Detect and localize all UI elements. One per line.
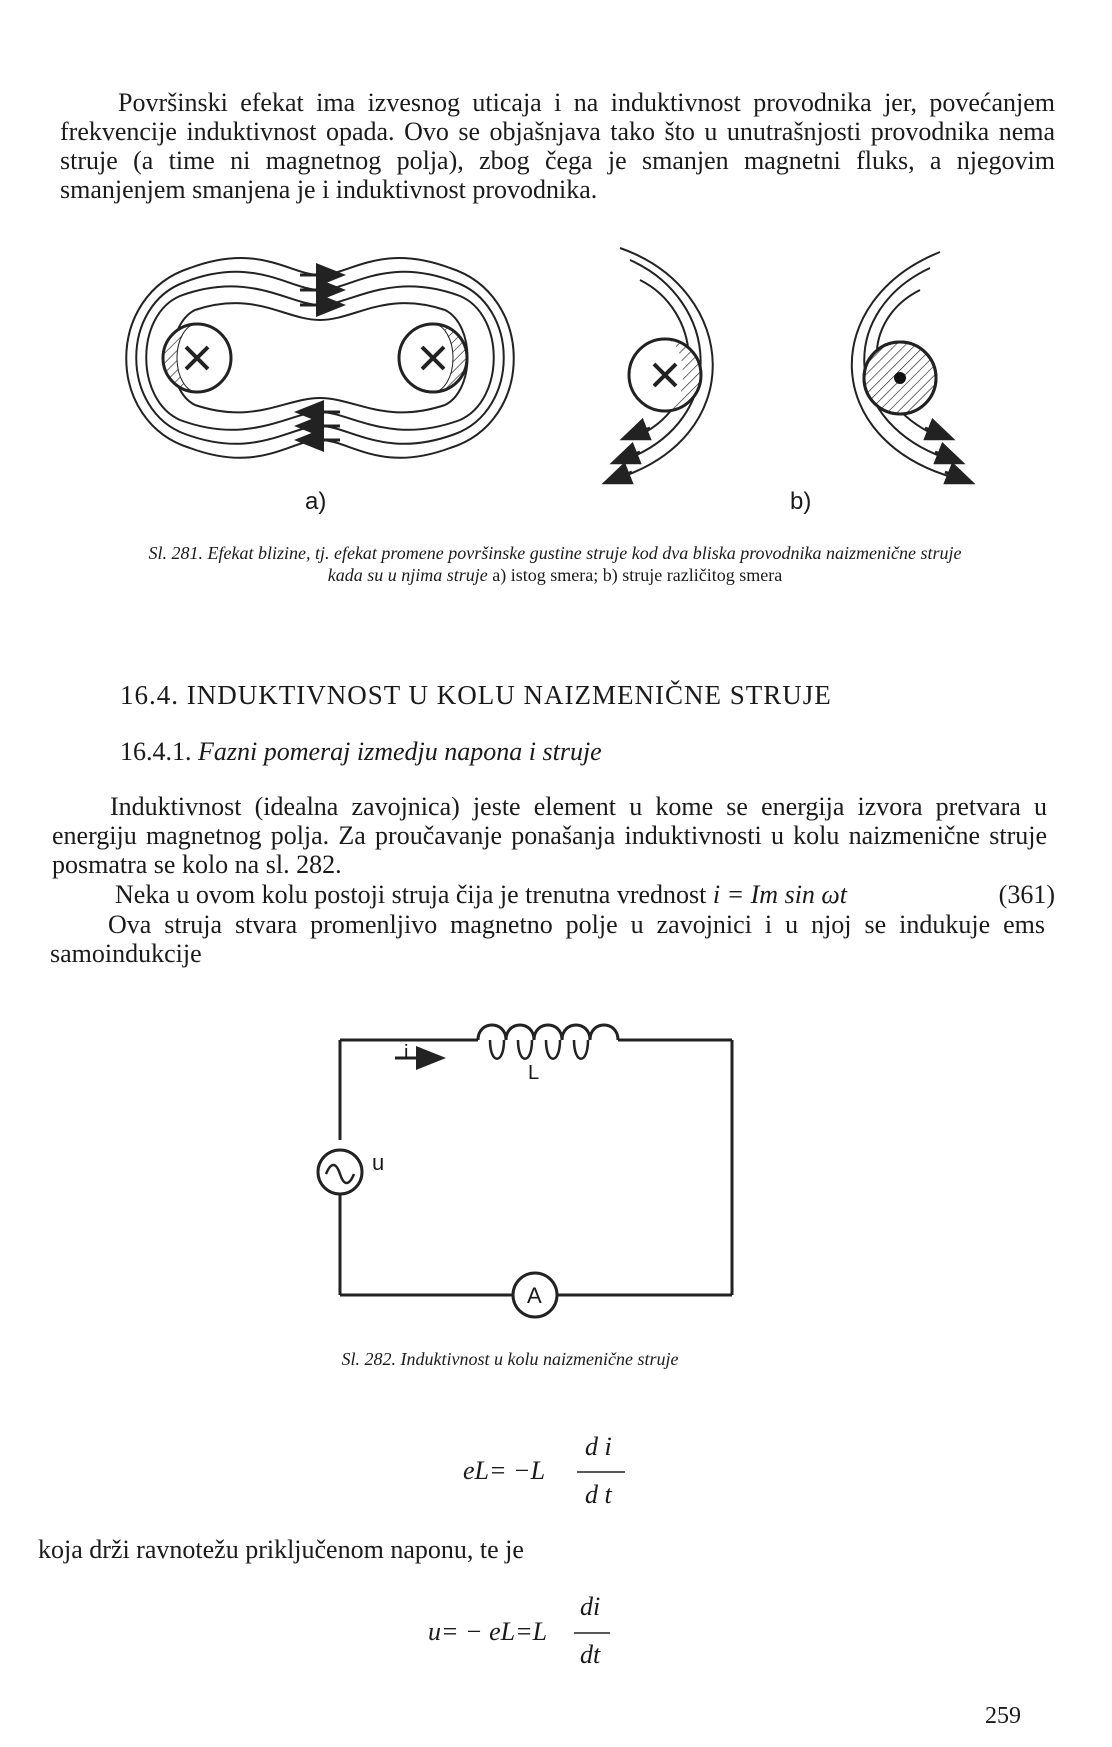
page-number: 259 (985, 1703, 1021, 1729)
figure-282-circuit-lower (0, 1090, 1112, 1330)
figure-282-caption: Sl. 282. Induktivnost u kolu naizmenične struje (341, 1349, 679, 1369)
equation-number-361: (361) (998, 880, 1055, 909)
equation1-numerator: d i (585, 1432, 612, 1461)
circuit-current-label: i (404, 1042, 409, 1064)
equation1-lhs: eL= −L (463, 1456, 546, 1485)
paragraph-inductance-intro: Induktivnost (idealna zavojnica) jeste element u kome se energija izvora pretvara u energiju magnetnog polja. Za proučavanje ponašanja induktivnosti u kolu naizmenične struje posmatra se kolo na sl. 282. (52, 792, 1047, 879)
arrows-a (300, 275, 340, 440)
figure-281-proximity-effect (0, 250, 1112, 490)
subsection-number: 16.4.1. (120, 737, 192, 766)
section-title: INDUKTIVNOST U KOLU NAIZMENIČNE STRUJE (186, 680, 832, 710)
figure-281-caption (140, 542, 970, 586)
section-heading (120, 680, 832, 711)
subsection-heading (120, 737, 602, 767)
equation2-numerator: di (580, 1592, 601, 1621)
arrows-b-right (925, 428, 970, 482)
equation1-fraction-bar (577, 1470, 627, 1474)
paragraph-field-induction: Ova struja stvara promenljivo magnetno polje u zavojnici i u njoj se indukuje ems samoindukcije (50, 910, 1045, 968)
figure-281-label-b: b) (790, 488, 812, 515)
current-definition-text: Neka u ovom kolu postoji struja čija je trenutna vrednost (115, 880, 707, 909)
conductor-left-b (629, 339, 701, 411)
equation2-denominator: dt (580, 1640, 601, 1669)
arrows-b-left (607, 428, 650, 482)
equation2-lhs: u= − eL=L (428, 1617, 548, 1646)
conductor-left-a (163, 324, 231, 392)
circuit-inductor-label: L (528, 1062, 540, 1084)
inductor-coil (478, 1025, 618, 1040)
circuit-source-label: u (372, 1150, 385, 1175)
conductor-right-b (864, 342, 936, 414)
paragraph-balance: koja drži ravnotežu priključenom naponu, te je (38, 1535, 524, 1564)
current-formula: i = Im sin ωt (712, 880, 848, 909)
circuit-ammeter-label: A (527, 1283, 542, 1308)
figure-281-caption-italic: Sl. 281. Efekat blizine, tj. efekat promene površinske gustine struje kod dva bliska provodnika naizmenične struje kada su u njima struje (148, 543, 962, 585)
subsection-title: Fazni pomeraj izmedju napona i struje (198, 737, 602, 766)
figure-281-label-a: a) (305, 488, 327, 515)
equation1-denominator: d t (585, 1480, 612, 1509)
figure-281-caption-rest: a) istog smera; b) struje različitog smera (487, 565, 783, 585)
equation2-fraction-bar (574, 1631, 614, 1635)
paragraph-current-definition (115, 880, 1055, 910)
paragraph-surface-effect: Površinski efekat ima izvesnog uticaja i na induktivnost provodnika jer, povećanjem frekvencije induktivnost opada. Ovo se objašnjava tako što u unutrašnjosti provodnika nema struje (a time ni magnetnog polja), zbog čega je smanjen magnetni fluks, a njegovim smanjenjem smanjena je i induktivnost provodnika. (60, 88, 1055, 204)
section-number: 16.4. (120, 680, 179, 710)
conductor-right-a (399, 324, 467, 392)
